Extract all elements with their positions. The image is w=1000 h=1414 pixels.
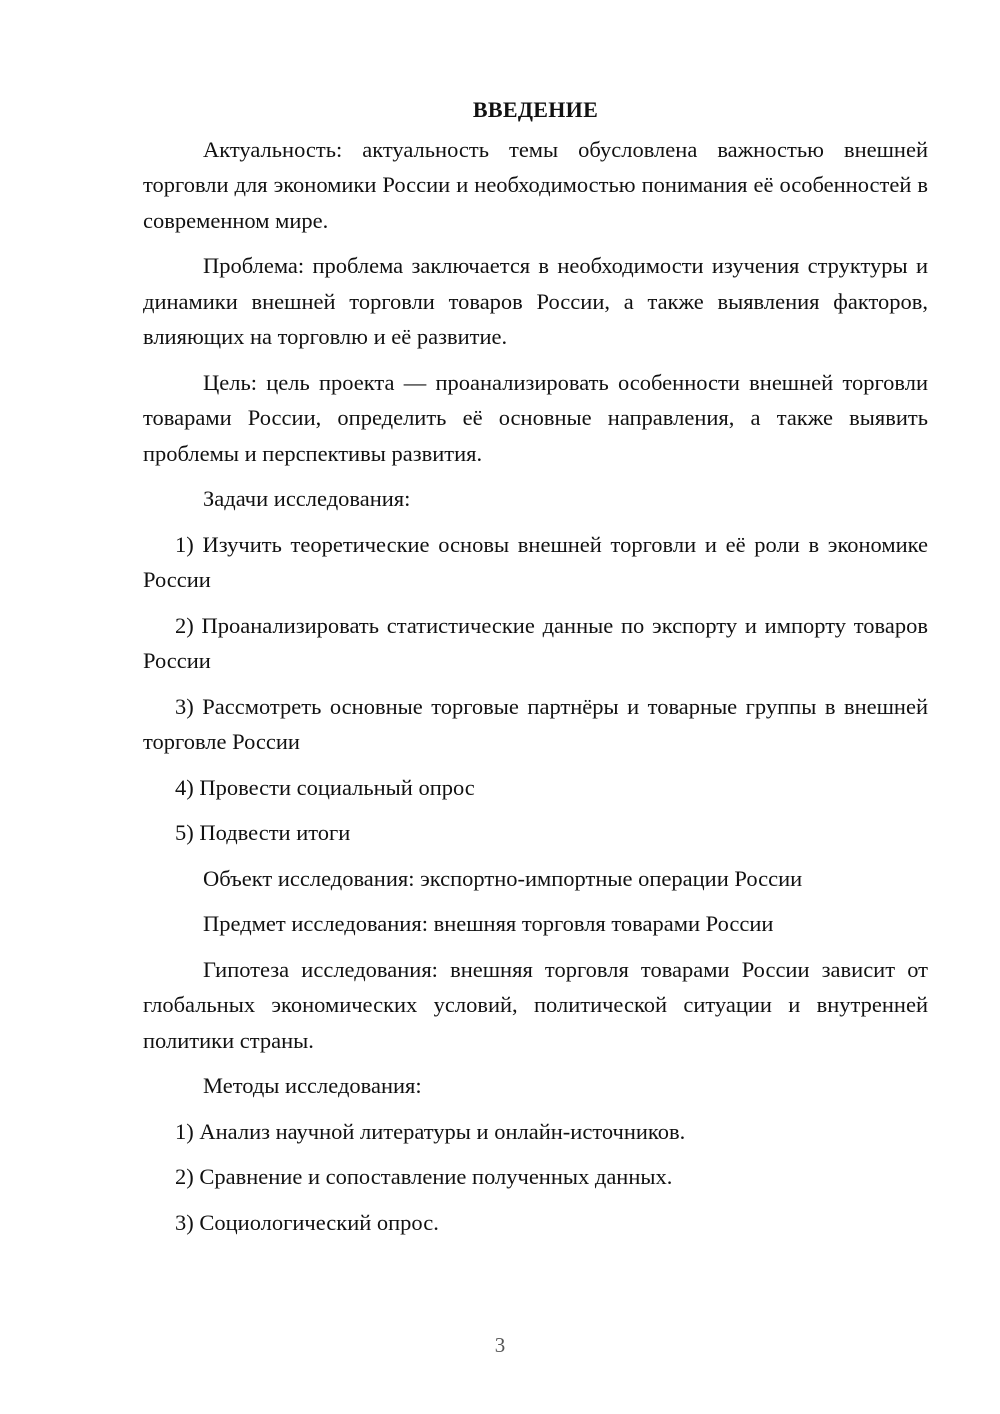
relevance-paragraph: Актуальность: актуальность темы обусловлена важностью внешней торговли для экономики России и необходимостью понимания её особенностей в современном мире. [143,136,928,233]
problem-paragraph: Проблема: проблема заключается в необходимости изучения структуры и динамики внешней торговли товаров России, а также выявления факторов, влияющих на торговлю и её развитие. [143,253,928,349]
section-title: ВВЕДЕНИЕ [472,97,599,122]
hypothesis-paragraph: Гипотеза исследования: внешняя торговля товарами России зависит от глобальных экономических условий, политической ситуации и внутренней политики страны. [143,956,928,1053]
task-item: 4) Провести социальный опрос [175,774,475,800]
subject-paragraph: Предмет исследования: внешняя торговля товарами России [203,911,774,936]
object-paragraph: Объект исследования: экспортно-импортные операции России [203,865,803,891]
goal-paragraph: Цель: цель проекта — проанализировать особенности внешней торговли товарами России, определить её основные направления, а также выявить проблемы и перспективы развития. [143,369,928,466]
task-item: 1) Изучить теоретические основы внешней торговли и её роли в экономике России [143,531,928,592]
document-page [143,92,928,1250]
task-item: 2) Проанализировать статистические данные по экспорту и импорту товаров России [143,612,928,673]
methods-heading: Методы исследования: [203,1073,422,1098]
method-item: 3) Социологический опрос. [175,1209,439,1235]
task-item: 3) Рассмотреть основные торговые партнёры и товарные группы в внешней торговле России [143,693,928,754]
page-number: 3 [494,1333,506,1357]
tasks-heading: Задачи исследования: [203,486,411,511]
task-item: 5) Подвести итоги [175,820,351,845]
method-item: 2) Сравнение и сопоставление полученных данных. [175,1164,673,1189]
method-item: 1) Анализ научной литературы и онлайн-источников. [175,1118,686,1144]
